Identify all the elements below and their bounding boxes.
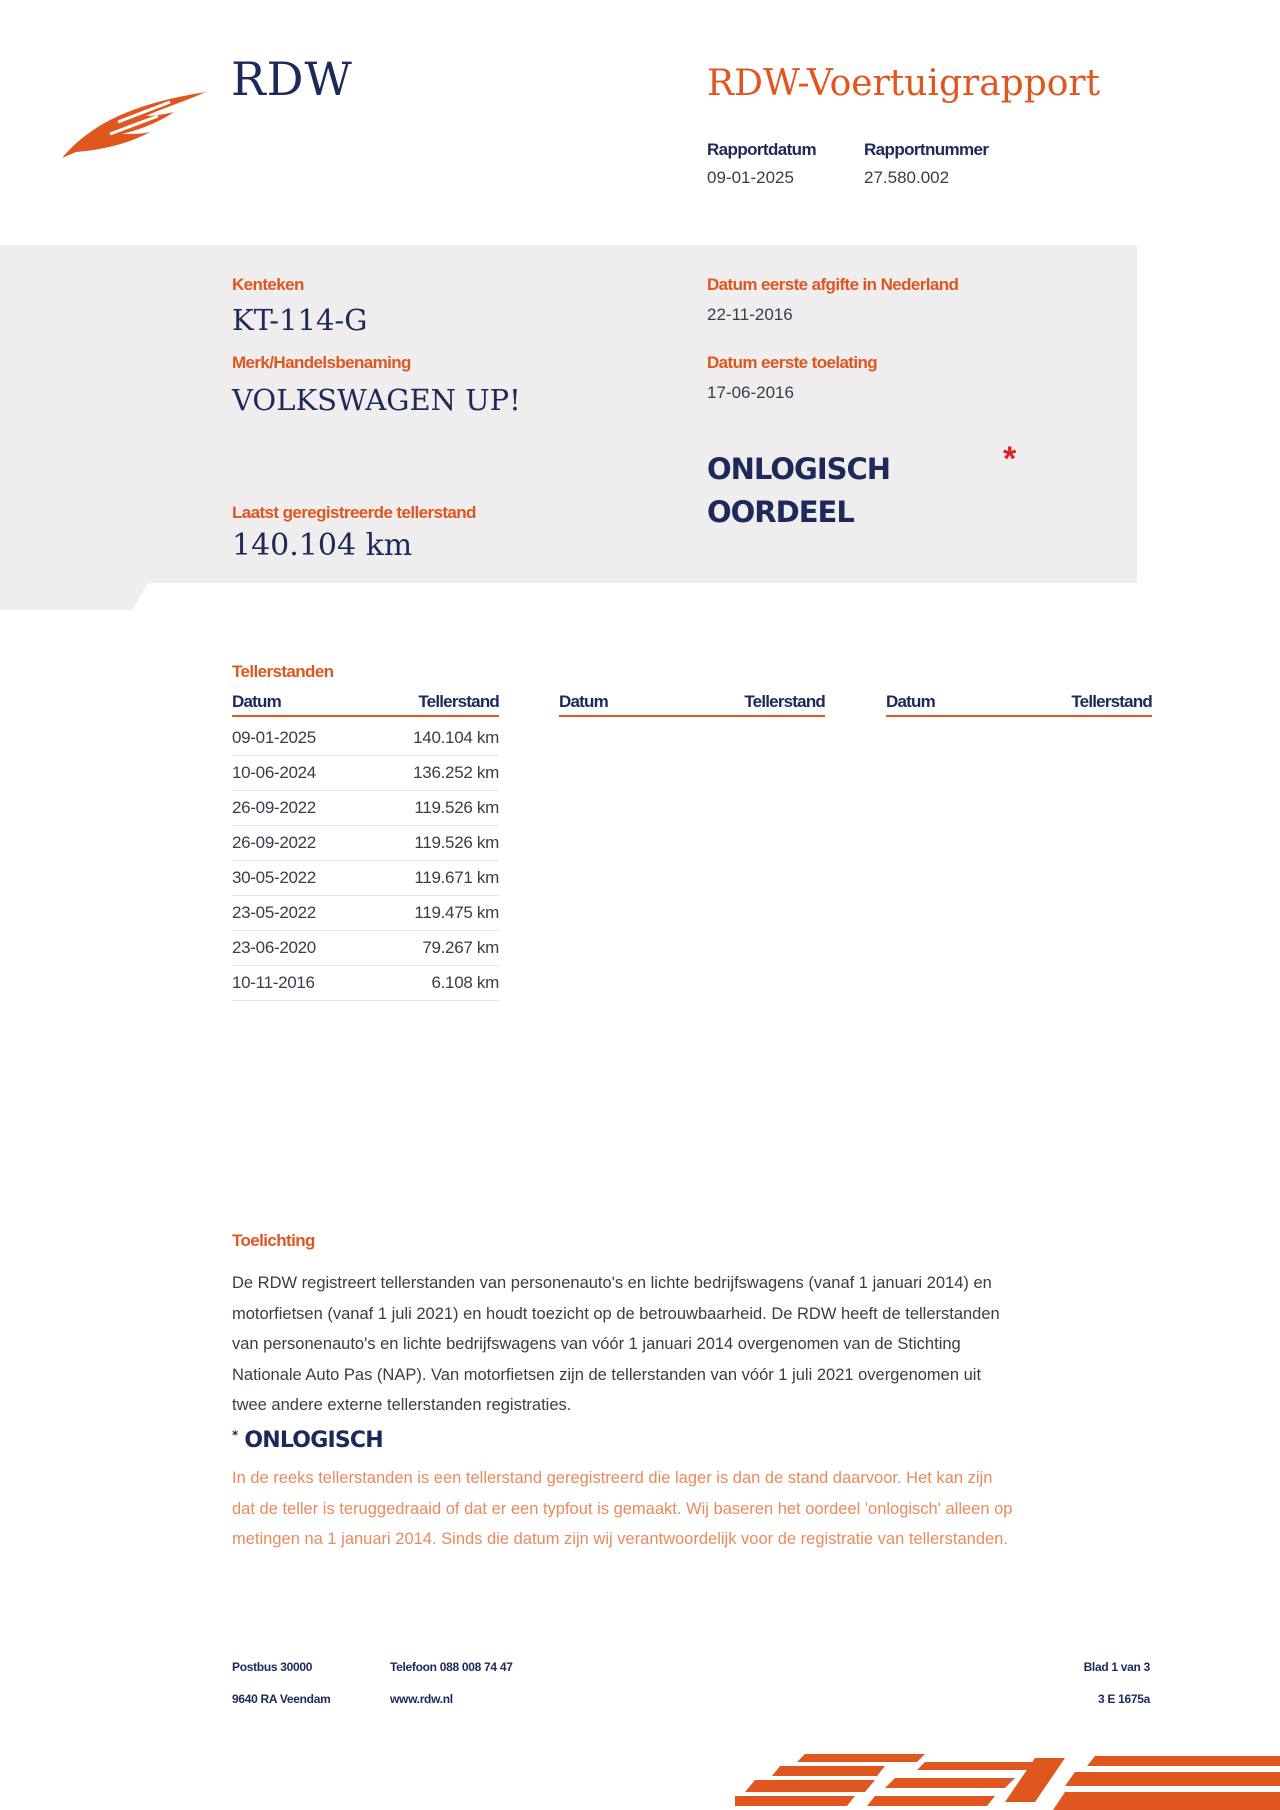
footer-plaats: 9640 RA Veendam	[232, 1692, 331, 1706]
table-row	[232, 721, 499, 756]
tellerstanden-table	[232, 692, 499, 1001]
row-datum: 10-11-2016	[232, 973, 315, 992]
panel-tab-decoration	[0, 580, 150, 610]
eerste-afgifte-label: Datum eerste afgifte in Nederland	[707, 275, 959, 294]
rapportdatum-value: 09-01-2025	[707, 168, 794, 187]
col-header-tellerstand: Tellerstand	[418, 692, 499, 711]
tellerstanden-table-col2	[559, 692, 825, 717]
row-datum: 30-05-2022	[232, 868, 316, 887]
onlogisch-line: In de reeks tellerstanden is een tellerstand geregistreerd die lager is dan de stand daarvoor. Het kan zijn	[232, 1469, 993, 1487]
row-stand: 119.526 km	[414, 798, 499, 817]
eerste-toelating-value: 17-06-2016	[707, 383, 794, 402]
tellerstanden-title: Tellerstanden	[232, 662, 334, 681]
eerste-afgifte-value: 22-11-2016	[707, 305, 793, 324]
col-header-tellerstand: Tellerstand	[1071, 692, 1152, 711]
row-datum: 26-09-2022	[232, 798, 316, 817]
table-header	[559, 692, 825, 717]
table-row	[232, 791, 499, 826]
table-row	[232, 896, 499, 931]
onlogisch-line: metingen na 1 januari 2014. Sinds die datum zijn wij verantwoordelijk voor de registratie van tellerstanden.	[232, 1530, 1008, 1548]
row-stand: 79.267 km	[422, 938, 499, 957]
merk-value: VOLKSWAGEN UP!	[232, 383, 521, 417]
toelichting-line: van personenauto's en lichte bedrijfswagens van vóór 1 januari 2014 overgenomen van de Stichting	[232, 1335, 961, 1353]
col-header-datum: Datum	[232, 692, 281, 711]
rapportnummer-label: Rapportnummer	[864, 140, 989, 159]
footer-code: 3 E 1675a	[1097, 1692, 1150, 1706]
decorative-stripes-icon	[735, 1752, 1280, 1810]
row-datum: 23-06-2020	[232, 938, 316, 957]
col-header-tellerstand: Tellerstand	[744, 692, 825, 711]
col-header-datum: Datum	[886, 692, 935, 711]
footer-website: www.rdw.nl	[390, 1692, 453, 1706]
table-row	[232, 861, 499, 896]
laatste-tellerstand-label: Laatst geregistreerde tellerstand	[232, 503, 476, 522]
footer-blad: Blad 1 van 3	[1083, 1660, 1150, 1674]
rapportdatum-label: Rapportdatum	[707, 140, 816, 159]
toelichting-title: Toelichting	[232, 1231, 315, 1250]
row-stand: 136.252 km	[413, 763, 499, 782]
rdw-logo-icon	[58, 82, 208, 162]
logo-text: RDW	[231, 52, 353, 106]
table-row	[232, 931, 499, 966]
rapportnummer-value: 27.580.002	[864, 168, 950, 187]
table-header	[886, 692, 1152, 717]
row-stand: 140.104 km	[413, 728, 499, 747]
toelichting-line: twee andere externe tellerstanden registraties.	[232, 1396, 572, 1414]
toelichting-line: motorfietsen (vanaf 1 juli 2021) en houdt toezicht op de betrouwbaarheid. De RDW heeft de tellerstanden	[232, 1304, 1000, 1323]
oordeel-asterisk-marker: *	[1003, 440, 1017, 478]
oordeel-verdict	[707, 448, 890, 534]
table-row	[232, 966, 499, 1001]
onlogisch-paragraph	[232, 1463, 1202, 1555]
toelichting-line: Nationale Auto Pas (NAP). Van motorfietsen zijn de tellerstanden van vóór 1 juli 2021 overgenomen uit	[232, 1365, 982, 1384]
toelichting-paragraph	[232, 1268, 1192, 1421]
tellerstanden-table-col3	[886, 692, 1152, 717]
row-stand: 6.108 km	[431, 973, 499, 992]
col-header-datum: Datum	[559, 692, 608, 711]
oordeel-line-1: ONLOGISCH	[707, 452, 891, 486]
kenteken-label: Kenteken	[232, 275, 304, 294]
row-datum: 10-06-2024	[232, 763, 316, 782]
table-row	[232, 826, 499, 861]
vehicle-summary-panel	[0, 245, 1137, 583]
row-datum: 26-09-2022	[232, 833, 316, 852]
row-datum: 23-05-2022	[232, 903, 316, 922]
footer-postbus: Postbus 30000	[232, 1660, 313, 1674]
table-header	[232, 692, 499, 717]
eerste-toelating-label: Datum eerste toelating	[707, 353, 878, 372]
table-row	[232, 756, 499, 791]
row-datum: 09-01-2025	[232, 728, 316, 747]
row-stand: 119.671 km	[414, 868, 499, 887]
laatste-tellerstand-value: 140.104 km	[232, 528, 413, 563]
row-stand: 119.526 km	[414, 833, 499, 852]
kenteken-value: KT-114-G	[232, 303, 368, 337]
onlogisch-line: dat de teller is teruggedraaid of dat er een typfout is gemaakt. Wij baseren het oordeel 'onlogisch' alleen op	[232, 1499, 1013, 1518]
onlogisch-heading	[232, 1428, 383, 1453]
onlogisch-title: ONLOGISCH	[244, 1428, 383, 1453]
oordeel-line-2: OORDEEL	[707, 495, 854, 529]
merk-label: Merk/Handelsbenaming	[232, 353, 411, 372]
report-title: RDW-Voertuigrapport	[707, 63, 1101, 104]
row-stand: 119.475 km	[414, 903, 499, 922]
toelichting-line: De RDW registreert tellerstanden van personenauto's en lichte bedrijfswagens (vanaf 1 januari 2014) en	[232, 1274, 992, 1292]
onlogisch-marker: *	[232, 1428, 238, 1442]
footer-telefoon: Telefoon 088 008 74 47	[390, 1660, 513, 1674]
